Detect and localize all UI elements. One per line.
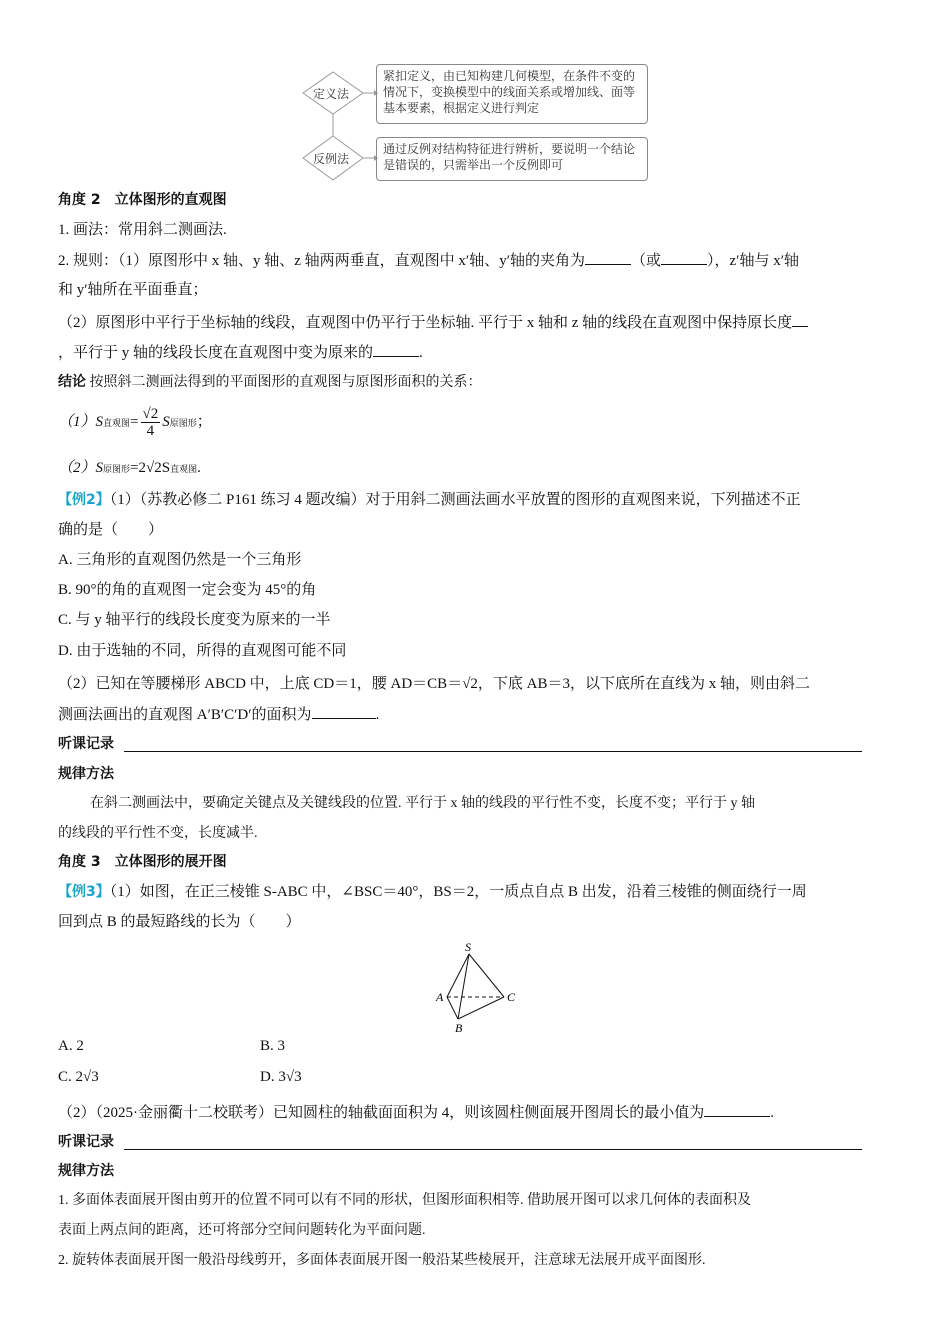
text: （1）（苏教必修二 P161 练习 4 题改编）对于用斜二测画法画水平放置的图形的直观图来说，下列描述不正	[109, 492, 801, 508]
subscript: 直观图	[170, 464, 198, 474]
ex2-option-a: A. 三角形的直观图仍然是一个三角形	[58, 552, 302, 568]
text: S	[162, 414, 170, 430]
text: =	[130, 414, 139, 430]
text: ，平行于 y 轴的线段长度在直观图中变为原来的	[58, 345, 374, 361]
text: ；	[196, 414, 212, 430]
conclusion-text: 按照斜二测画法得到的平面图形的直观图与原图形面积的关系：	[89, 375, 482, 390]
ex3-method-line3: 2. 旋转体表面展开图一般沿母线剪开，多面体表面展开图一般沿某些棱展开，注意球无法展开成平面图形.	[58, 1253, 706, 1268]
counterexample-box: 通过反例对结构特征进行辨析，要说明一个结论是错误的，只需举出一个反例即可	[376, 137, 648, 181]
edge-AB	[447, 997, 458, 1019]
text: ），z′轴与 x′轴	[707, 253, 799, 269]
formula-2	[58, 458, 201, 479]
blank	[585, 250, 631, 265]
ex3-q2	[58, 1102, 774, 1123]
label-B: B	[455, 1021, 463, 1035]
angle3-heading: 角度 3 立体图形的展开图	[58, 854, 227, 870]
text: .	[375, 707, 380, 723]
edge-BC	[458, 997, 504, 1019]
ex3-q1-line2: 回到点 B 的最短路线的长为（ ）	[58, 914, 301, 930]
ex3-method-line2: 表面上两点间的距离，还可将部分空间问题转化为平面问题.	[58, 1223, 426, 1238]
text: 2. 规则：（1）原图形中 x 轴、y 轴、z 轴两两垂直，直观图中 x′轴、y′轴的夹角为	[58, 253, 585, 269]
ex2-notes-line	[124, 751, 862, 752]
edge-SC	[469, 954, 504, 997]
example-label: 【例2】	[58, 492, 110, 508]
text: 测画法画出的直观图 A′B′C′D′的面积为	[58, 707, 312, 723]
subscript: 原图形	[169, 418, 197, 428]
angle2-line5	[58, 342, 423, 363]
text: （1）如图，在正三棱锥 S-ABC 中，∠BSC＝40°，BS＝2，一质点自点 B 出发，沿着三棱锥的侧面绕行一周	[109, 884, 807, 900]
text: .	[197, 460, 201, 476]
label-S: S	[465, 940, 471, 954]
ex3-method-title: 规律方法	[58, 1163, 114, 1179]
pyramid-figure	[425, 940, 545, 1036]
ex3-notes-line	[124, 1149, 862, 1150]
ex3-method-line1: 1. 多面体表面展开图由剪开的位置不同可以有不同的形状，但图形面积相等. 借助展开图可以求几何体的表面积及	[58, 1193, 751, 1208]
text: （1）S	[58, 414, 104, 430]
angle2-line2	[58, 250, 799, 271]
angle2-heading: 角度 2 立体图形的直观图	[58, 192, 227, 208]
numerator: √2	[142, 406, 159, 423]
blank	[792, 312, 808, 327]
ex2-q1-line1	[58, 490, 801, 510]
formula-1	[58, 402, 212, 443]
label-A: A	[436, 990, 444, 1004]
ex3-option-c: C. 2√3	[58, 1069, 99, 1085]
fraction	[141, 406, 161, 439]
conclusion	[58, 372, 482, 393]
ex2-method-line1: 在斜二测画法中，要确定关键点及关键线段的位置. 平行于 x 轴的线段的平行性不变，长度不变；平行于 y 轴	[90, 796, 755, 811]
ex2-option-c: C. 与 y 轴平行的线段长度变为原来的一半	[58, 612, 331, 628]
subscript: 直观图	[103, 418, 131, 428]
text: .	[770, 1105, 774, 1121]
ex3-option-b: B. 3	[260, 1038, 286, 1054]
ex3-q1-line1	[58, 882, 807, 902]
ex2-q2-line1: （2）已知在等腰梯形 ABCD 中，上底 CD＝1，腰 AD＝CB＝√2，下底 AB＝3，以下底所在直线为 x 轴，则由斜二	[58, 676, 811, 692]
node-definition-label: 定义法	[313, 87, 350, 101]
text: =2√2S	[130, 460, 171, 476]
ex3-notes-label: 听课记录	[58, 1134, 114, 1150]
text: （2）原图形中平行于坐标轴的线段，直观图中仍平行于坐标轴. 平行于 x 轴和 z 轴的线段在直观图中保持原长度	[58, 315, 793, 331]
ex2-notes-label: 听课记录	[58, 736, 114, 752]
conclusion-label: 结论	[58, 374, 86, 390]
ex2-option-d: D. 由于选轴的不同，所得的直观图可能不同	[58, 643, 347, 659]
definition-box: 紧扣定义，由已知构建几何模型，在条件不变的情况下，变换模型中的线面关系或增加线、面等基本要素，根据定义进行判定	[376, 64, 648, 124]
example-label: 【例3】	[58, 884, 110, 900]
ex2-q2-line2	[58, 704, 379, 725]
blank	[312, 704, 376, 719]
angle2-line1: 1. 画法：常用斜二测画法.	[58, 222, 227, 238]
label-C: C	[507, 990, 516, 1004]
ex2-option-b: B. 90°的角的直观图一定会变为 45°的角	[58, 582, 317, 598]
blank	[704, 1102, 770, 1117]
text: （2）S	[58, 460, 104, 476]
ex3-option-d: D. 3√3	[260, 1069, 302, 1085]
angle2-line4	[58, 312, 808, 333]
angle2-line3: 和 y′轴所在平面垂直；	[58, 282, 208, 298]
ex2-method-line2: 的线段的平行性不变，长度减半.	[58, 826, 258, 841]
ex2-q1-line2: 确的是（ ）	[58, 522, 164, 538]
ex2-method-title: 规律方法	[58, 766, 114, 782]
ex3-option-a: A. 2	[58, 1038, 84, 1054]
text: .	[419, 345, 423, 361]
denominator: 4	[146, 423, 155, 440]
node-counterexample-label: 反例法	[313, 152, 350, 166]
text: （2）（2025·金丽衢十二校联考）已知圆柱的轴截面面积为 4，则该圆柱侧面展开图周长的最小值为	[58, 1105, 705, 1121]
blank	[373, 342, 419, 357]
subscript: 原图形	[103, 464, 131, 474]
text: （或	[630, 253, 661, 269]
blank	[661, 250, 707, 265]
